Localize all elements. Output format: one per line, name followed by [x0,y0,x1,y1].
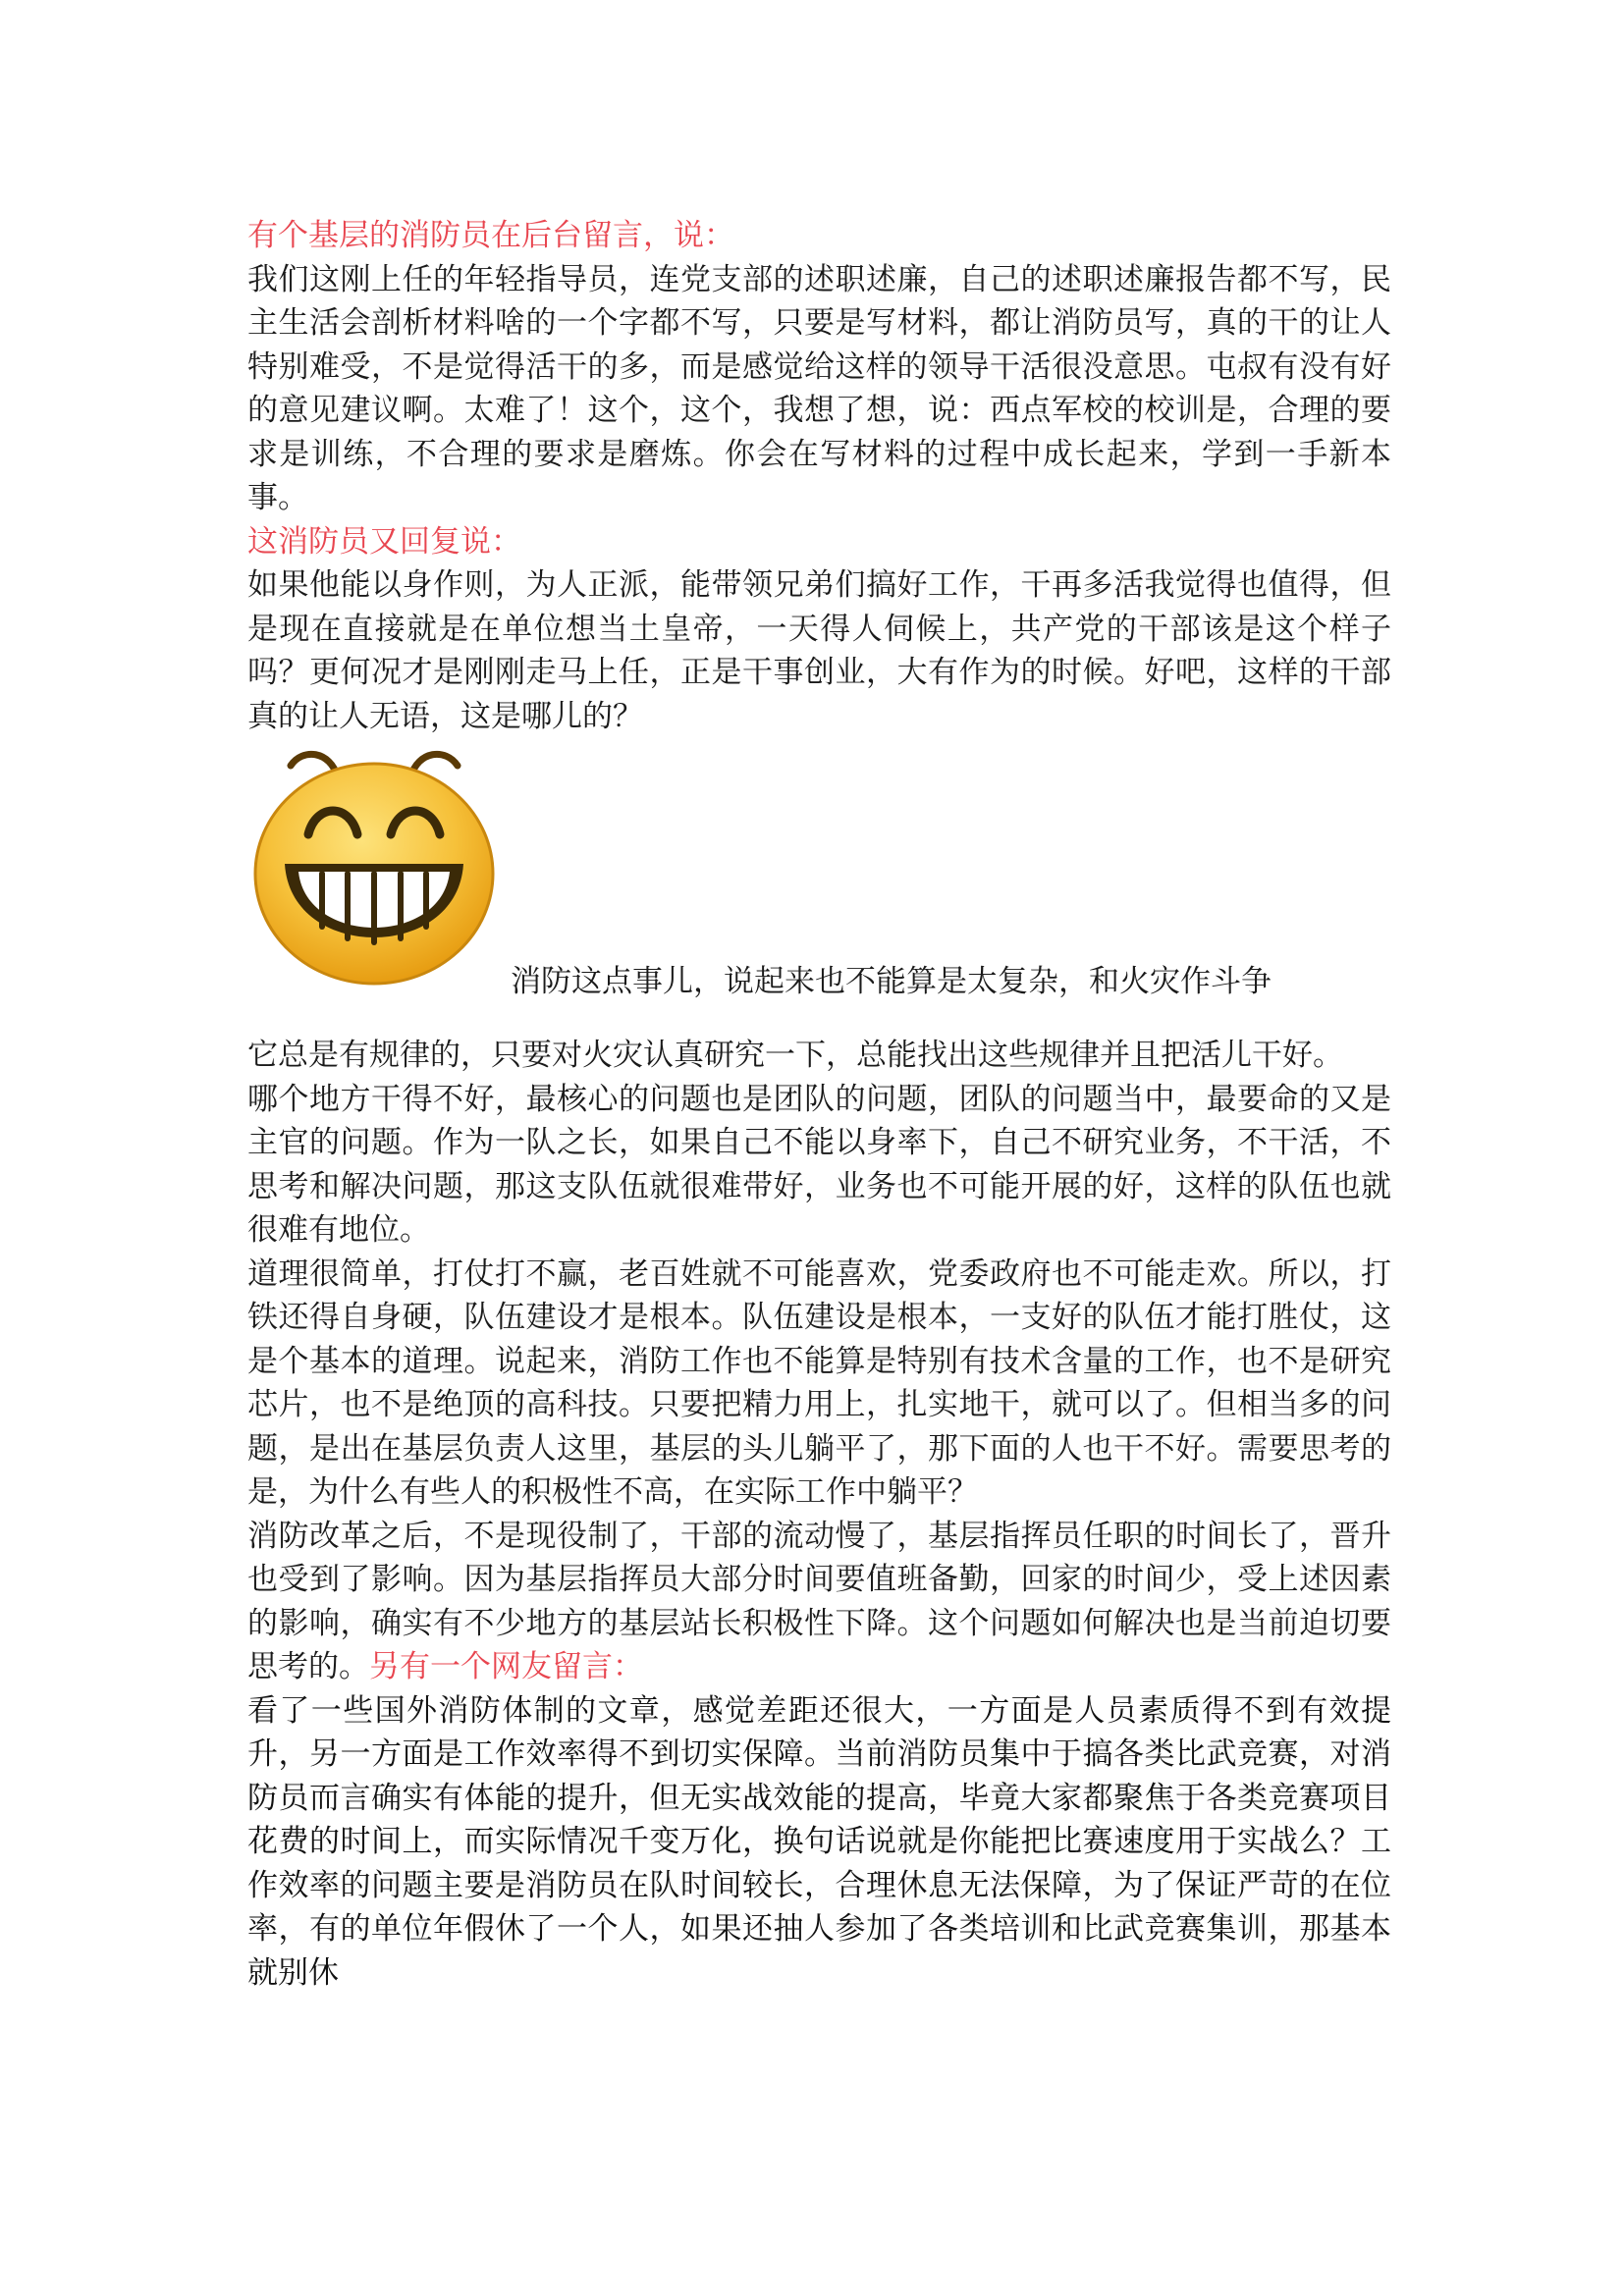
spacer [247,1010,1391,1034]
emoji-caption: 消防这点事儿，说起来也不能算是太复杂，和火灾作斗争 [511,964,1272,999]
paragraph-7: 看了一些国外消防体制的文章，感觉差距还很大，一方面是人员素质得不到有效提升，另一方面是工作效率得不到切实保障。当前消防员集中于搞各类比武竞赛，对消防员而言确实有体能的提升，但无实战效能的提高，毕竟大家都聚焦于各类竞赛项目花费的时间上，而实际情况千变万化，换句话说就是你能把比赛速度用于实战么？工作效率的问题主要是消防员在队时间较长，合理休息无法保障，为了保证严苛的在位率，有的单位年假休了一个人，如果还抽人参加了各类培训和比武竞赛集训，那基本就别休 [247,1692,1391,1991]
paragraph-5: 道理很简单，打仗打不赢，老百姓就不可能喜欢，党委政府也不可能走欢。所以，打铁还得自身硬，队伍建设才是根本。队伍建设是根本，一支好的队伍才能打胜仗，这是个基本的道理。说起来，消防工作也不能算是特别有技术含量的工作，也不是研究芯片，也不是绝顶的高科技。只要把精力用上，扎实地干，就可以了。但相当多的问题，是出在基层负责人这里，基层的头儿躺平了，那下面的人也干不好。需要思考的是，为什么有些人的积极性不高，在实际工作中躺平？ [247,1255,1391,1510]
heading-netizen: 另有一个网友留言： [369,1649,643,1684]
paragraph-6 [247,1515,1391,1689]
article-body [247,214,1391,1995]
heading-reply: 这消防员又回复说： [247,523,521,560]
heading-comment-1: 有个基层的消防员在后台留言，说： [247,218,734,253]
paragraph-6-text: 消防改革之后，不是现役制了，干部的流动慢了，基层指挥员任职的时间长了，晋升也受到了影响。因为基层指挥员大部分时间要值班备勤，回家的时间少，受上述因素的影响，确实有不少地方的基层站长积极性下降。这个问题如何解决也是当前迫切要思考的。 [247,1518,1391,1684]
paragraph-4: 哪个地方干得不好，最核心的问题也是团队的问题，团队的问题当中，最要命的又是主官的问题。作为一队之长，如果自己不能以身率下，自己不研究业务，不干活，不思考和解决问题，那这支队伍就很难带好，业务也不可能开展的好，这样的队伍也就很难有地位。 [247,1081,1391,1248]
paragraph-1: 我们这刚上任的年轻指导员，连党支部的述职述廉，自己的述职述廉报告都不写，民主生活会剖析材料啥的一个字都不写，只要是写材料，都让消防员写，真的干的让人特别难受，不是觉得活干的多，而是感觉给这样的领导干活很没意思。屯叔有没有好的意见建议啊。太难了！这个，这个，我想了想，说：西点军校的校训是，合理的要求是训练，不合理的要求是磨炼。你会在写材料的过程中成长起来，学到一手新本事。 [247,261,1391,515]
paragraph-3: 它总是有规律的，只要对火灾认真研究一下，总能找出这些规律并且把活儿干好。 [247,1038,1343,1073]
paragraph-2: 如果他能以身作则，为人正派，能带领兄弟们搞好工作，干再多活我觉得也值得，但是现在直接就是在单位想当土皇帝，一天得人伺候上，共产党的干部该是这个样子吗？更何况才是刚刚走马上任，正是干事创业，大有作为的时候。好吧，这样的干部真的让人无语，这是哪儿的？ [247,567,1391,734]
grinning-face-icon [251,744,497,988]
emoji-row [247,740,1391,1010]
